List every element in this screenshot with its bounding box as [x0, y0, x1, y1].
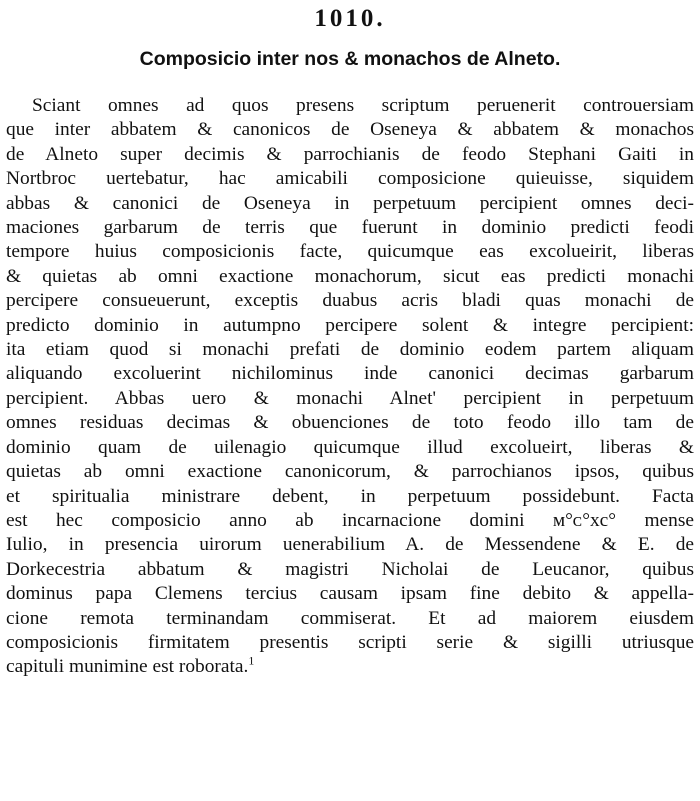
body-line: dominio quam de uilenagio quicumque illud excolueirt, liberas &	[6, 436, 694, 458]
body-line: predicto dominio in autumpno percipere solent & integre percipient:	[6, 314, 694, 336]
body-line: quietas ab omni exactione canonicorum, & parrochianos ipsos, quibus	[6, 461, 694, 483]
body-line: ita etiam quod si monachi prefati de dominio eodem partem aliquam	[6, 339, 694, 361]
body-line-text: capituli munimine est roborata.	[6, 656, 249, 678]
body-line: tempore huius composicionis facte, quicumque eas excolueirit, liberas	[6, 241, 694, 263]
body-line: aliquando excoluerint nichilominus inde canonici decimas garbarum	[6, 363, 694, 385]
body-line: percipient. Abbas uero & monachi Alnet' percipient in perpetuum	[6, 387, 694, 409]
footnote-marker: 1	[248, 653, 255, 668]
body-line: Sciant omnes ad quos presens scriptum peruenerit controuersiam	[32, 95, 694, 116]
body-line: composicionis firmitatem presentis scripti serie & sigilli utriusque	[6, 631, 694, 653]
body-line: percipere consueuerunt, exceptis duabus acris bladi quas monachi de	[6, 290, 694, 312]
body-line: maciones garbarum de terris que fuerunt in dominio predicti feodi	[6, 217, 694, 239]
body-line: omnes residuas decimas & obuenciones de toto feodo illo tam de	[6, 412, 694, 434]
document-body	[6, 94, 694, 680]
body-line: Iulio, in presencia uirorum uenerabilium A. de Messendene & E. de	[6, 534, 694, 556]
body-line: cione remota terminandam commiserat. Et ad maiorem eiusdem	[6, 607, 694, 629]
body-line: abbas & canonici de Oseneya in perpetuum percipient omnes deci-	[6, 192, 694, 214]
document-title: Composicio inter nos & monachos de Alneto.	[139, 48, 561, 70]
body-line: que inter abbatem & canonicos de Oseneya & abbatem & monachos	[6, 119, 694, 141]
body-line: Dorkecestria abbatum & magistri Nicholai de Leucanor, quibus	[6, 558, 694, 580]
body-line: de Alneto super decimis & parrochianis de feodo Stephani Gaiti in	[6, 143, 694, 165]
body-line: & quietas ab omni exactione monachorum, sicut eas predicti monachi	[6, 265, 694, 287]
body-line: et spiritualia ministrare debent, in perpetuum possidebunt. Facta	[6, 485, 694, 507]
body-line: Nortbroc uertebatur, hac amicabili composicione quieuisse, siquidem	[6, 168, 694, 190]
body-line: dominus papa Clemens tercius causam ipsam fine debito & appella-	[6, 583, 694, 605]
body-line-last	[6, 655, 694, 679]
body-line: est hec composicio anno ab incarnacione domini ᴍ°ᴄ°xc° mense	[6, 509, 694, 531]
document-number: 1010.	[314, 5, 386, 32]
